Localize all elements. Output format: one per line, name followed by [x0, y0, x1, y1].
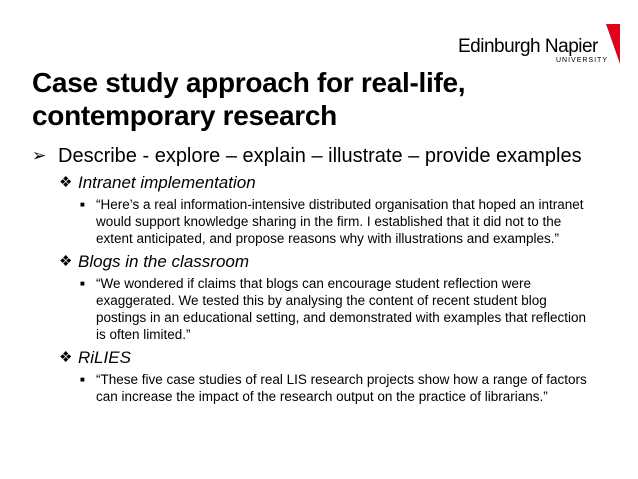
section-quote-blogs [32, 275, 596, 343]
university-logo [458, 24, 618, 70]
logo-subtitle: UNIVERSITY [556, 57, 609, 64]
square-bullet-icon: ■ [80, 375, 85, 384]
slide-title [32, 66, 592, 132]
section-heading-text: Blogs in the classroom [78, 252, 250, 271]
section-quote-intranet [32, 196, 596, 247]
diamond-bullet-icon: ❖ [59, 349, 73, 366]
square-bullet-icon: ■ [80, 279, 85, 288]
slide-content [32, 144, 612, 405]
section-quote-text: “These five case studies of real LIS research projects show how a range of factors can increase the impact of the research output on the practice of librarians.” [96, 372, 587, 404]
section-quote-text: “We wondered if claims that blogs can encourage student reflection were exaggerated. We tested this by analysing the content of recent student blog postings in an educational setting, and demonstrated with examples that reflection is often limited.” [96, 276, 587, 342]
section-heading-blogs [32, 252, 612, 272]
section-heading-text: Intranet implementation [78, 173, 256, 192]
diamond-bullet-icon: ❖ [59, 174, 73, 191]
logo-name: Edinburgh Napier [458, 36, 598, 57]
main-bullet [32, 144, 612, 168]
logo-mark-icon [606, 24, 620, 66]
title-line-2: contemporary research [32, 100, 337, 131]
main-bullet-text: Describe - explore – explain – illustrate – provide examples [58, 145, 582, 167]
section-heading-rilies [32, 348, 612, 368]
section-quote-rilies [32, 371, 596, 405]
diamond-bullet-icon: ❖ [59, 253, 73, 270]
title-line-1: Case study approach for real-life, [32, 67, 466, 98]
arrow-bullet-icon: ➢ [32, 146, 47, 165]
section-heading-intranet [32, 173, 612, 193]
square-bullet-icon: ■ [80, 200, 85, 209]
section-heading-text: RiLIES [78, 348, 131, 367]
section-quote-text: “Here’s a real information-intensive distributed organisation that hoped an intranet would support knowledge sharing in the firm. I established that it did not to the extent anticipated, and propose reasons why with illustrations and examples.” [96, 197, 584, 246]
